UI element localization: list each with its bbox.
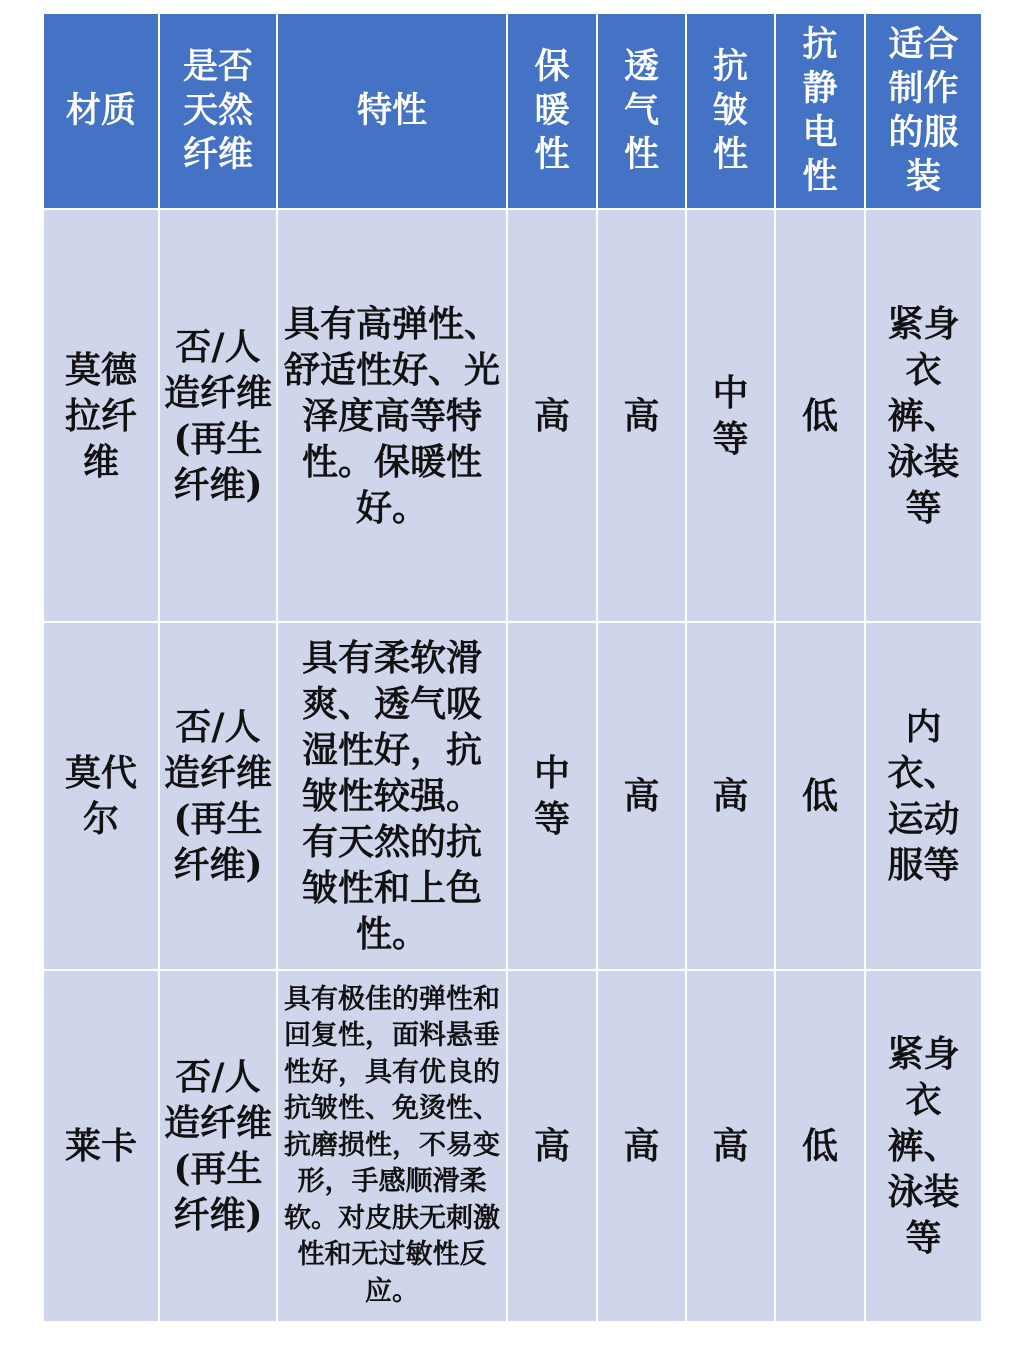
- cell-antistatic: 低: [775, 622, 865, 970]
- cell-material: 莱卡: [43, 970, 159, 1322]
- header-warmth: 保暖性: [507, 13, 597, 209]
- header-antistatic: 抗静电性: [775, 13, 865, 209]
- cell-antistatic: 低: [775, 970, 865, 1322]
- cell-wrinkle-resistance: 中等: [686, 209, 775, 622]
- header-features: 特性: [277, 13, 507, 209]
- header-breathability: 透气性: [597, 13, 686, 209]
- cell-suitable-garments: 紧身衣裤、泳装等: [865, 209, 982, 622]
- cell-natural-fiber: 否/人造纤维(再生纤维): [159, 622, 277, 970]
- table-row: [43, 970, 982, 1322]
- cell-breathability: 高: [597, 970, 686, 1322]
- cell-material: 莫德拉纤维: [43, 209, 159, 622]
- cell-breathability: 高: [597, 622, 686, 970]
- cell-wrinkle-resistance: 高: [686, 622, 775, 970]
- fiber-comparison-table: [42, 12, 983, 1323]
- cell-antistatic: 低: [775, 209, 865, 622]
- cell-features: 具有极佳的弹性和回复性，面料悬垂性好，具有优良的抗皱性、免烫性、抗磨损性，不易变形，手感顺滑柔软。对皮肤无刺激性和无过敏性反应。: [277, 970, 507, 1322]
- cell-suitable-garments: 内衣、运动服等: [865, 622, 982, 970]
- table-row: [43, 209, 982, 622]
- cell-wrinkle-resistance: 高: [686, 970, 775, 1322]
- cell-features: 具有高弹性、舒适性好、光泽度高等特性。保暖性好。: [277, 209, 507, 622]
- cell-warmth: 高: [507, 209, 597, 622]
- cell-warmth: 高: [507, 970, 597, 1322]
- header-material: 材质: [43, 13, 159, 209]
- cell-material: 莫代尔: [43, 622, 159, 970]
- header-suitable-garments: 适合制作的服装: [865, 13, 982, 209]
- cell-natural-fiber: 否/人造纤维(再生纤维): [159, 209, 277, 622]
- header-wrinkle-resistance: 抗皱性: [686, 13, 775, 209]
- cell-features: 具有柔软滑爽、透气吸湿性好，抗皱性较强。有天然的抗皱性和上色性。: [277, 622, 507, 970]
- header-natural-fiber: 是否天然纤维: [159, 13, 277, 209]
- header-row: [43, 13, 982, 209]
- cell-natural-fiber: 否/人造纤维(再生纤维): [159, 970, 277, 1322]
- cell-warmth: 中等: [507, 622, 597, 970]
- cell-breathability: 高: [597, 209, 686, 622]
- cell-suitable-garments: 紧身衣裤、泳装等: [865, 970, 982, 1322]
- table-row: [43, 622, 982, 970]
